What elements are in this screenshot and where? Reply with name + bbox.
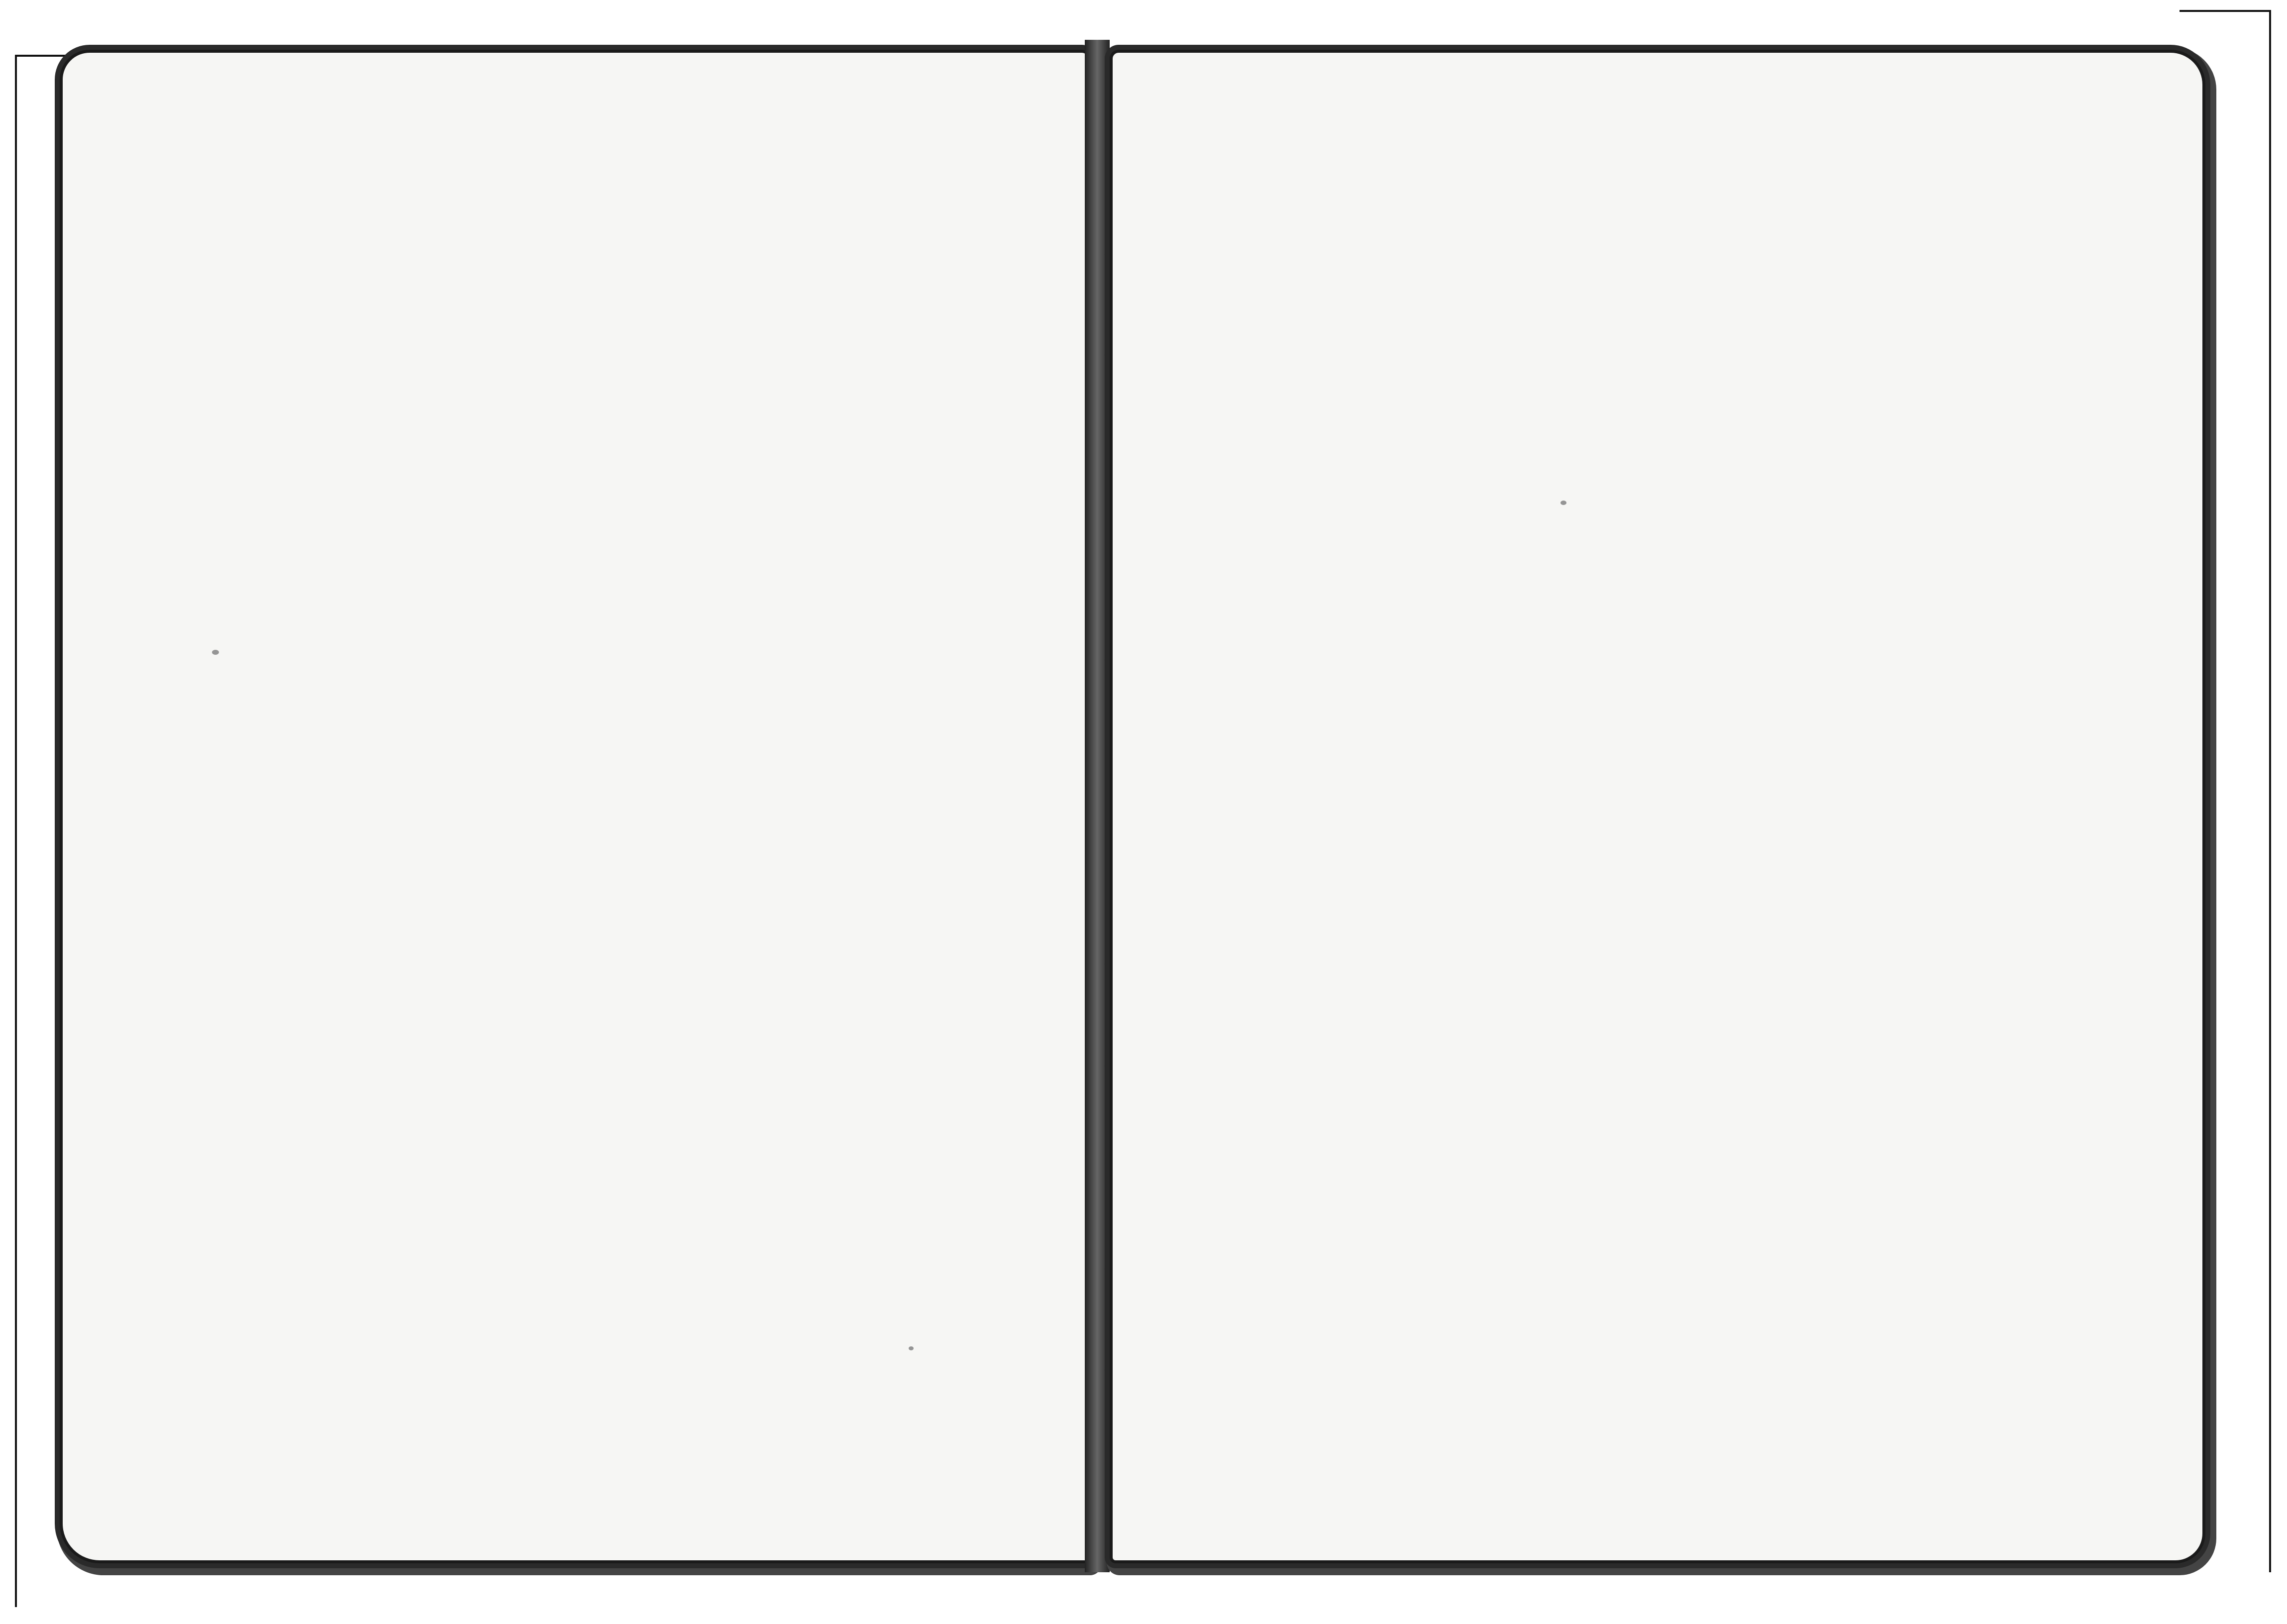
text-line: [1197, 394, 2128, 481]
text-line: [1197, 132, 2128, 219]
text-line: [132, 202, 1018, 289]
text-line: [132, 376, 1018, 463]
left-page-text: [132, 202, 1018, 1563]
text-line: [1197, 1003, 2128, 1090]
text-line: [132, 1508, 1018, 1563]
text-line: [132, 1073, 1018, 1160]
text-line: [1197, 655, 2128, 742]
text-line: [132, 986, 1018, 1073]
text-line: [132, 1247, 1018, 1334]
text-line: [1197, 1090, 2128, 1177]
text-line: [132, 550, 1018, 637]
text-line: [1197, 1525, 2128, 1563]
text-line: [132, 463, 1018, 550]
text-line: [132, 812, 1018, 899]
text-line: [132, 1334, 1018, 1421]
text-line: [132, 899, 1018, 986]
right-page: [1110, 50, 2205, 1563]
text-line: [132, 637, 1018, 724]
text-line: [1197, 829, 2128, 916]
text-line: [132, 289, 1018, 376]
text-line: [1197, 1351, 2128, 1438]
text-line: [1197, 219, 2128, 306]
text-line: [1197, 742, 2128, 829]
text-line: [1197, 1177, 2128, 1264]
right-page-text: [1197, 132, 2128, 1563]
text-line: [1197, 481, 2128, 568]
text-line: [1197, 568, 2128, 655]
text-line: [1197, 306, 2128, 394]
left-page: [60, 50, 1091, 1563]
text-line: [1197, 916, 2128, 1003]
text-line: [132, 724, 1018, 812]
book-gutter: [1085, 40, 1110, 1572]
text-line: [1197, 1264, 2128, 1351]
manuscript-spread: [60, 30, 2219, 1597]
text-line: [132, 1421, 1018, 1508]
text-line: [1197, 1438, 2128, 1525]
text-line: [132, 1160, 1018, 1247]
